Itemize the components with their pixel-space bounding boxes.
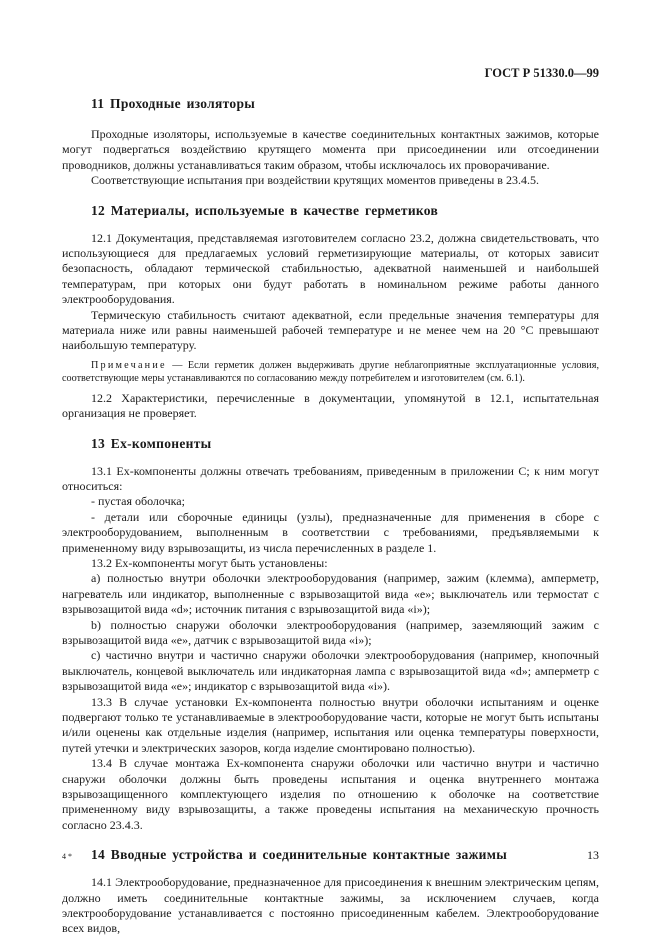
paragraph: 12.1 Документация, представляемая изготовителем согласно 23.2, должна свидетельствовать, что использующиеся для предлагаемых условий герметизирующие материалы, от которых зависит безопасность, обладают термической стабильностью, адекватной наименьшей и наибольшей температурам, при которых они будут работать в номинальном режиме работы данного электрооборудования. <box>62 230 599 307</box>
paragraph: 13.3 В случае установки Ex-компонента полностью внутри оболочки испытаниям и оценке подвергают только те устанавливаемые в электрооборудование части, которые не могут быть испытаны и/или оценены как отдельные изделия (например, испытания или оценка температуры поверхности, путей утечки и электрических зазоров, когда изделие смонтировано полностью). <box>62 694 599 755</box>
note-label: Примечание <box>91 359 167 371</box>
paragraph: 14.1 Электрооборудование, предназначенное для присоединения к внешним электрическим цепям, должно иметь соединительные контактные зажимы, за исключением случаев, когда электрооборудование устанавливается с постоянно присоединенным кабелем. Электрооборудование всех видов, <box>62 875 599 936</box>
footer-mark: 4 * <box>62 852 72 861</box>
list-item: b) полностью снаружи оболочки электрооборудования (например, заземляющий зажим с взрывозащитой вида «е», датчик с взрывозащитой вида «i»); <box>62 617 599 647</box>
page-content <box>62 96 599 937</box>
note <box>62 359 599 386</box>
paragraph: 13.1 Ex-компоненты должны отвечать требованиям, приведенным в приложении С; к ним могут относиться: <box>62 463 599 493</box>
paragraph: Термическую стабильность считают адекватной, если предельные значения температуры для материала ниже или равны наименьшей рабочей температуре и не менее чем на 20 °С превышают наибольшую температуру. <box>62 307 599 353</box>
list-item: с) частично внутри и частично снаружи оболочки электрооборудования (например, кнопочный выключатель, концевой выключатель или индикаторная лампа с взрывозащитой вида «d»; амперметр с взрывозащитой вида «е»; индикатор с взрывозащитой вида «i»). <box>62 648 599 694</box>
section-12-title: 12 Материалы, используемые в качестве герметиков <box>91 202 439 218</box>
section-13-title: 13 Ex-компоненты <box>91 435 212 451</box>
paragraph: 13.4 В случае монтажа Ex-компонента снаружи оболочки или частично внутри и частично снаружи оболочки должны быть проведены испытания и оценка внутреннего монтажа взрывозащищенного комплектующего изделия по отношению к оболочке на соответствие примененному виду взрывозащиты, а также проведены испытания на механическую прочность согласно 23.4.3. <box>62 756 599 832</box>
list-item: - пустая оболочка; <box>91 494 185 509</box>
list-item: а) полностью внутри оболочки электрооборудования (например, зажим (клемма), амперметр, нагреватель или индикатор, выполненные с взрывозащитой вида «е»; выключатель или термостат с взрывозащитой вида «d»; источник питания с взрывозащитой вида «i»); <box>62 571 599 617</box>
standard-code: ГОСТ Р 51330.0—99 <box>484 66 599 80</box>
paragraph: 13.2 Ex-компоненты могут быть установлены: <box>91 555 328 570</box>
paragraph: Проходные изоляторы, используемые в качестве соединительных контактных зажимов, которые могут подвергаться воздействию крутящего момента при присоединении или отсоединении проводников, должны устанавливаться таким образом, чтобы исключалось их проворачивание. <box>62 127 599 172</box>
page-number: 13 <box>587 848 599 862</box>
note-text: — Если герметик должен выдерживать другие неблагоприятные эксплуатационные условия, соответствующие меры устанавливаются по согласованию между потребителем и изготовителем (см. 6.1). <box>62 359 599 385</box>
paragraph: Соответствующие испытания при воздействии крутящих моментов приведены в 23.4.5. <box>91 173 539 188</box>
section-11-title: 11 Проходные изоляторы <box>91 96 256 111</box>
paragraph: 12.2 Характеристики, перечисленные в документации, упомянутой в 12.1, испытательная организация не проверяет. <box>62 390 599 421</box>
list-item: - детали или сборочные единицы (узлы), предназначенные для применения в сборе с электрооборудованием, выполненным в соответствии с требованиями, предъявляемыми к примененному виду взрывозащиты, из числа перечисленных в разделе 1. <box>62 509 599 555</box>
section-14-title: 14 Вводные устройства и соединительные контактные зажимы <box>91 847 508 863</box>
